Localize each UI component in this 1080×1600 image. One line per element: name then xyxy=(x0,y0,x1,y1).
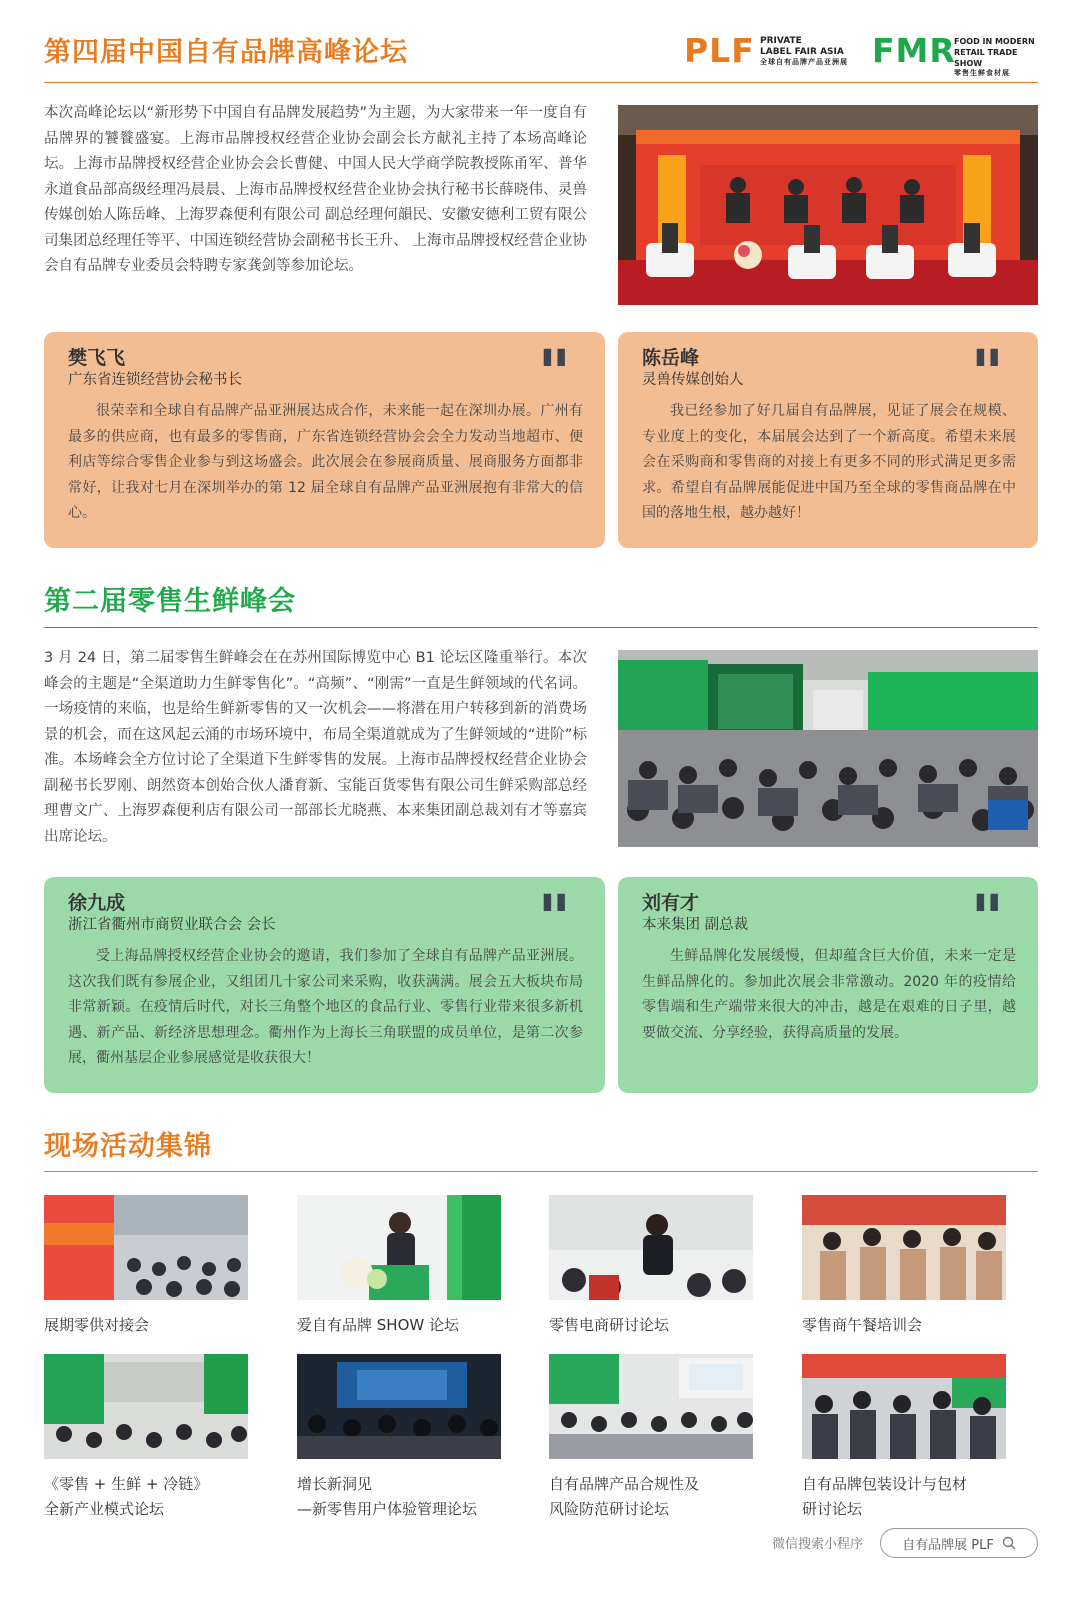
gallery-photo xyxy=(802,1354,1006,1459)
audience-hall-photo xyxy=(618,650,1038,847)
section-title-fresh-summit: 第二届零售生鲜峰会 xyxy=(44,586,296,617)
fresh-summit-intro: 3 月 24 日，第二届零售生鲜峰会在在苏州国际博览中心 B1 论坛区隆重举行。本次峰会的主题是“全渠道助力生鲜零售化”。“高频”、“刚需”一直是生鲜领域的代名词。一场疫情的来临，也是给生鲜新零售的又一次机会——将潜在用户转移到新的消费场景的机会，而在这风起云涌的市场环境中，布局全渠道就成为了生鲜领域的“进阶”标准。本场峰会全方位讨论了全渠道下生鲜零售的发展。上海市品牌授权经营企业协会副秘书长罗刚、朗然资本创始合伙人潘育新、宝能百货零售有限公司生鲜采购部总经理曹文广、上海罗森便利店有限公司一部部长尤晓燕、本来集团副总裁刘有才等嘉宾出席论坛。 xyxy=(44,650,587,845)
quote-role: 灵兽传媒创始人 xyxy=(642,372,744,388)
quote-name: 徐九成 xyxy=(68,892,126,914)
gallery-photo xyxy=(297,1354,501,1459)
wechat-hint: 微信搜索小程序 xyxy=(772,1537,864,1552)
gallery-caption-line: 零售电商研讨论坛 xyxy=(549,1316,670,1334)
quote-role: 广东省连锁经营协会秘书长 xyxy=(68,372,242,388)
section-divider xyxy=(44,627,1038,628)
quote-text: 我已经参加了好几届自有品牌展，见证了展会在规模、专业度上的变化，本届展会达到了一个新高度。希望未来展会在采购商和零售商的对接上有更多不同的形式满足更多需求。希望自有品牌展能促进中国乃至全球的零售商品牌在中国的落地生根，越办越好！ xyxy=(642,403,1016,521)
gallery-caption xyxy=(549,1313,789,1338)
quote-role: 浙江省衢州市商贸业联合会 会长 xyxy=(68,917,276,933)
gallery-photo xyxy=(44,1354,248,1459)
search-icon xyxy=(1002,1536,1016,1550)
quote-role: 本来集团 副总裁 xyxy=(642,917,749,933)
gallery-caption-line: 风险防范研讨论坛 xyxy=(549,1500,670,1518)
quote-mark-icon: " xyxy=(970,336,1004,411)
gallery-caption-line: 增长新洞见 xyxy=(297,1475,373,1493)
quote-mark-icon: " xyxy=(970,881,1004,956)
gallery-caption xyxy=(549,1472,789,1522)
gallery-caption-line: 研讨论坛 xyxy=(802,1500,863,1518)
quote-text: 受上海品牌授权经营企业协会的邀请，我们参加了全球自有品牌产品亚洲展。这次我们既有参展企业，又组团几十家公司来采购，收获满满。展会五大板块布局非常新颖。在疫情后时代，对长三角整个地区的食品行业、零售行业带来很多新机遇、新产品、新经济思想理念。衢州作为上海长三角联盟的成员单位，是第二次参展，衢州基层企业参展感觉是收获很大！ xyxy=(68,948,583,1066)
gallery-photo xyxy=(44,1195,248,1300)
gallery-caption-line: 《零售 + 生鲜 + 冷链》 xyxy=(44,1475,209,1493)
section-divider xyxy=(44,82,1038,83)
quote-card-liu-youcai xyxy=(618,877,1038,1093)
quote-text: 很荣幸和全球自有品牌产品亚洲展达成合作，未来能一起在深圳办展。广州有最多的供应商，也有最多的零售商，广东省连锁经营协会会全力发动当地超市、便利店等综合零售企业参与到这场盛会。此次展会在参展商质量、展商服务方面都非常好，让我对七月在深圳举办的第 12 届全球自有品牌产品亚洲展抱有非常大的信心。 xyxy=(68,403,583,521)
gallery-photo xyxy=(802,1195,1006,1300)
gallery-caption-line: 自有品牌包装设计与包材 xyxy=(802,1475,968,1493)
gallery-caption xyxy=(802,1313,1042,1338)
section-divider xyxy=(44,1171,1038,1172)
quote-name: 刘有才 xyxy=(642,892,700,914)
quote-text: 生鲜品牌化发展缓慢，但却蕴含巨大价值，未来一定是生鲜品牌化的。参加此次展会非常激动。2020 年的疫情给零售端和生产端带来很大的冲击，越是在艰难的日子里，越要做交流、分享经验，获得高质量的发展。 xyxy=(642,948,1016,1041)
fmr-logo-line3: 零售生鲜食材展 xyxy=(954,69,1010,77)
gallery-caption-line: 零售商午餐培训会 xyxy=(802,1316,923,1334)
fmr-logo-word: FMR xyxy=(872,31,956,70)
gallery-caption xyxy=(297,1472,537,1522)
quote-name: 樊飞飞 xyxy=(68,347,126,369)
fmr-logo xyxy=(872,31,1042,77)
gallery-photo xyxy=(297,1195,501,1300)
gallery-caption-line: 展期零供对接会 xyxy=(44,1316,150,1334)
summit-intro: 本次高峰论坛以“新形势下中国自有品牌发展趋势”为主题，为大家带来一年一度自有品牌界的饕餮盛宴。上海市品牌授权经营企业协会副会长方献礼主持了本场高峰论坛。上海市品牌授权经营企业协会会长曹健、中国人民大学商学院教授陈甬军、普华永道食品部高级经理冯晨晨、上海市品牌授权经营企业协会执行秘书长薛晓伟、灵兽传媒创始人陈岳峰、上海罗森便利有限公司 副总经理何韻民、安徽安德利工贸有限公司集团总经理任等平、中国连锁经营协会副秘书长王升、 上海市品牌授权经营企业协会自有品牌专业委员会特聘专家龚剑等参加论坛。 xyxy=(44,105,587,274)
fmr-logo-line1: FOOD IN MODERN xyxy=(954,37,1035,46)
gallery-caption-line: 自有品牌产品合规性及 xyxy=(549,1475,700,1493)
fmr-logo-line2: RETAIL TRADE SHOW xyxy=(954,48,1018,68)
quote-card-xu-jiucheng xyxy=(44,877,605,1093)
gallery-caption xyxy=(297,1313,537,1338)
plf-logo xyxy=(684,31,854,70)
section-title-gallery: 现场活动集锦 xyxy=(44,1131,212,1162)
gallery-photo xyxy=(549,1195,753,1300)
mini-program-search[interactable] xyxy=(880,1528,1038,1558)
gallery-caption-line: 全新产业模式论坛 xyxy=(44,1500,165,1518)
gallery-caption xyxy=(802,1472,1042,1522)
plf-logo-word: PLF xyxy=(684,31,755,70)
quote-mark-icon: " xyxy=(537,336,571,411)
plf-logo-line3: 全球自有品牌产品亚洲展 xyxy=(760,58,848,66)
gallery-photo xyxy=(549,1354,753,1459)
quote-name: 陈岳峰 xyxy=(642,347,700,369)
plf-logo-line1: PRIVATE xyxy=(760,36,802,46)
stage-panel-photo xyxy=(618,105,1038,305)
gallery-caption-line: —新零售用户体验管理论坛 xyxy=(297,1500,478,1518)
quote-card-chen-yuefeng xyxy=(618,332,1038,548)
gallery-caption xyxy=(44,1313,284,1338)
plf-logo-line2: LABEL FAIR ASIA xyxy=(760,47,844,57)
section-title-summit: 第四届中国自有品牌高峰论坛 xyxy=(44,37,408,68)
quote-mark-icon: " xyxy=(537,881,571,956)
gallery-caption-line: 爱自有品牌 SHOW 论坛 xyxy=(297,1316,459,1334)
quote-card-fan-feifei xyxy=(44,332,605,548)
search-label: 自有品牌展 PLF xyxy=(902,1537,994,1553)
gallery-caption xyxy=(44,1472,284,1522)
